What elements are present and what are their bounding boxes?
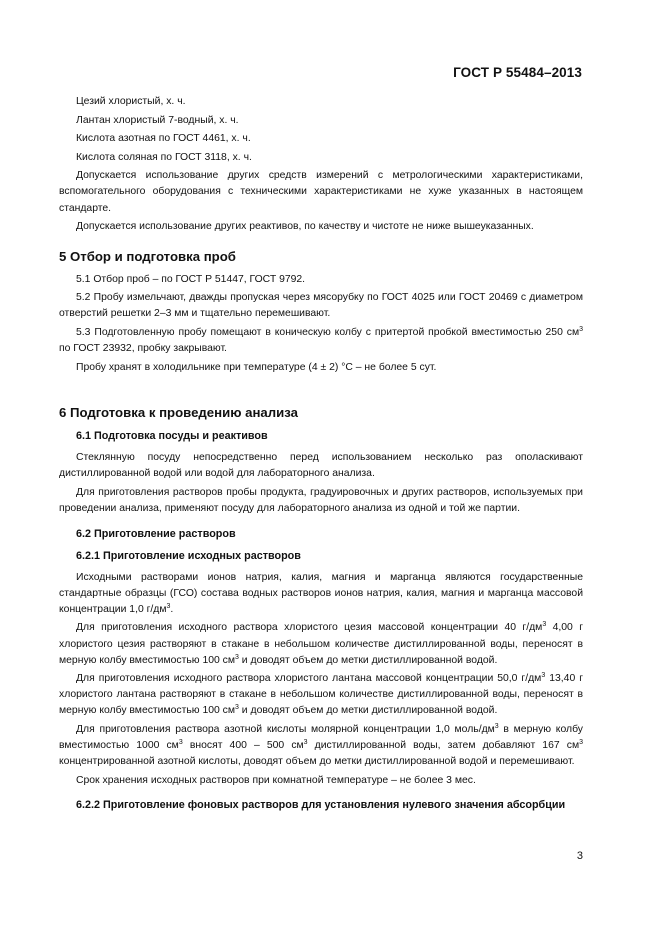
subsection-6-1-heading: 6.1 Подготовка посуды и реактивов	[76, 430, 268, 443]
paragraph-nitric-acid-solution: Для приготовления раствора азотной кислоты молярной концентрации 1,0 моль/$дм^3$ в мерную колбу вместимостью 1000 $см^3$ вносят 400 – 500 $см^3$ дистиллированной воды, затем добавляют 167 $см^3$ концентрированной азотной кислоты, доводят объем до метки дистиллированной водой и перемешивают.	[59, 723, 583, 768]
paragraph-6-1-glassware: Стеклянную посуду непосредственно перед использованием несколько раз ополаскивают дистиллированной водой или водой для лабораторного анализа.	[59, 452, 583, 480]
page-content	[59, 94, 583, 813]
standard-number-header: ГОСТ Р 55484–2013	[453, 65, 582, 80]
subsection-6-2-2-heading: 6.2.2 Приготовление фоновых растворов для установления нулевого значения абсорбции	[76, 799, 566, 812]
reagent-item: Лантан хлористый 7-водный, х. ч.	[76, 114, 239, 126]
subsection-6-2-heading: 6.2 Приготовление растворов	[76, 527, 236, 540]
reagent-item: Кислота соляная по ГОСТ 3118, х. ч.	[76, 151, 252, 163]
page-number: 3	[576, 850, 583, 862]
reagent-item: Цезий хлористый, х. ч.	[76, 96, 186, 107]
clause-5-storage: Пробу хранят в холодильнике при температуре (4 ± 2) °С – не более 5 сут.	[76, 361, 437, 373]
reagent-item: Кислота азотная по ГОСТ 4461, х. ч.	[76, 133, 251, 145]
paragraph-allowed-reagents: Допускается использование других реактивов, по качеству и чистоте не ниже вышеуказанных.	[76, 221, 534, 233]
subsection-6-2-1-heading: 6.2.1 Приготовление исходных растворов	[76, 549, 301, 562]
section-5-heading: 5 Отбор и подготовка проб	[59, 248, 236, 264]
reagent-list	[59, 94, 583, 166]
paragraph-storage-time: Срок хранения исходных растворов при комнатной температуре – не более 3 мес.	[76, 774, 476, 786]
section-6-heading: 6 Подготовка к проведению анализа	[59, 405, 298, 421]
paragraph-lanthanum-solution: Для приготовления исходного раствора хлористого лантана массовой концентрации 50,0 $г/дм^3$ 13,40 г хлористого лантана растворяют в стакане в небольшом количестве дистиллированной воды, переносят в мерную колбу вместимостью 100 $см^3$ и доводят объем до метки дистиллированной водой.	[59, 672, 583, 717]
clause-5-3: 5.3 Подготовленную пробу помещают в коническую колбу с притертой пробкой вместимостью 250 $см^3$ по ГОСТ 23932, пробку закрывают.	[59, 326, 583, 355]
paragraph-allowed-instruments: Допускается использование других средств измерений с метрологическими характеристиками, вспомогательного оборудования с техническими характеристиками не хуже указанных в настоящем стандарте.	[59, 170, 583, 214]
paragraph-gso-solutions: Исходными растворами ионов натрия, калия, магния и марганца являются государственные стандартные образцы (ГСО) состава водных растворов ионов натрия, калия, магния и марганца массовой концентрации 1,0 $г/дм^3$.	[59, 571, 583, 615]
clause-5-1: 5.1 Отбор проб – по ГОСТ Р 51447, ГОСТ 9792.	[76, 273, 306, 285]
paragraph-6-1-batch: Для приготовления растворов пробы продукта, градуировочных и других растворов, используемых при проведении анализа, применяют посуду для лабораторного анализа из одной и той же партии.	[59, 487, 583, 515]
clause-5-2: 5.2 Пробу измельчают, дважды пропуская через мясорубку по ГОСТ 4025 или ГОСТ 20469 с диаметром отверстий решетки 2–3 мм и тщательно перемешивают.	[59, 292, 583, 320]
paragraph-cesium-solution: Для приготовления исходного раствора хлористого цезия массовой концентрации 40 $г/дм^3$ 4,00 г хлористого цезия растворяют в стакане в небольшом количестве дистиллированной воды, переносят в мерную колбу вместимостью 100 $см^3$ и доводят объем до метки дистиллированной водой.	[59, 621, 583, 666]
